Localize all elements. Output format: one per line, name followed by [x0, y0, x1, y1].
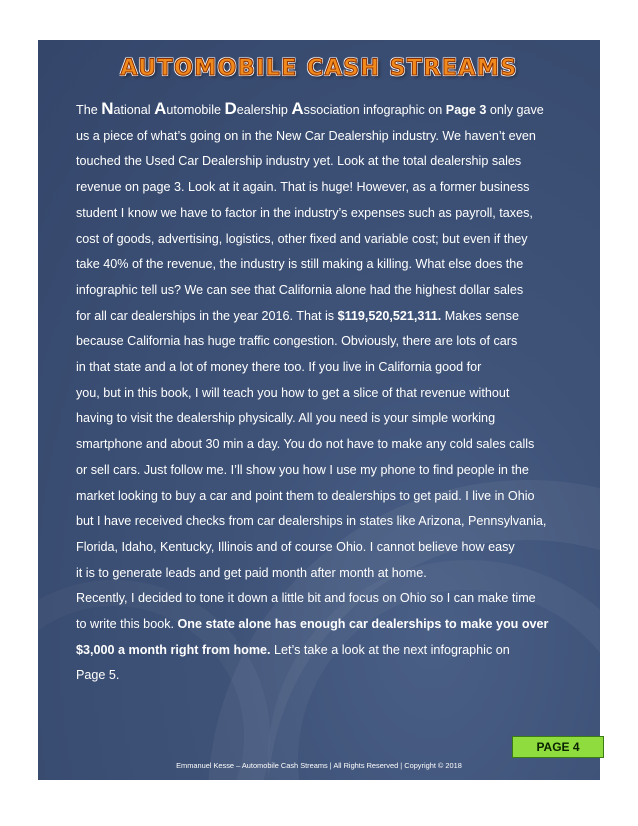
bold-segment: One state alone has enough car dealerships to make you over: [177, 617, 549, 632]
text-line-18: Florida, Idaho, Kentucky, Illinois and of course Ohio. I cannot believe how easy: [76, 539, 515, 554]
text-segment: for all car dealerships in the year 2016. That is: [76, 308, 338, 323]
text-segment: to write this book.: [76, 617, 178, 632]
text-line-12: you, but in this book, I will teach you how to get a slice of that revenue without: [76, 385, 510, 400]
text-line-16: market looking to buy a car and point them to dealerships to get paid. I live in Ohio: [76, 488, 535, 503]
text-line-17: but I have received checks from car dealerships in states like Arizona, Pennsylvania,: [76, 514, 547, 529]
text-line-6: cost of goods, advertising, logistics, other fixed and variable cost; but even if they: [76, 231, 528, 246]
text-segment: The: [76, 103, 102, 117]
text-line-5: student I know we have to factor in the industry’s expenses such as payroll, taxes,: [76, 205, 533, 220]
bold-segment: $119,520,521,311.: [337, 308, 442, 323]
page-title: AUTOMOBILE CASH STREAMS: [120, 56, 518, 81]
text-line-3: touched the Used Car Dealership industry yet. Look at the total dealership sales: [76, 154, 522, 169]
text-line-13: having to visit the dealership physically. All you need is your simple working: [76, 411, 496, 426]
text-line-22: [76, 638, 596, 664]
bold-segment: Page 3: [445, 103, 487, 117]
bold-segment: $3,000 a month right from home.: [76, 642, 271, 657]
text-line-4: revenue on page 3. Look at it again. That is huge! However, as a former business: [76, 180, 530, 195]
text-line-1: [76, 96, 596, 124]
initial-letter: A: [291, 99, 304, 118]
text-segment: Makes sense: [441, 308, 519, 323]
text-line-14: smartphone and about 30 min a day. You do not have to make any cold sales calls: [76, 437, 535, 452]
text-line-9: [76, 304, 596, 330]
text-line-7: take 40% of the revenue, the industry is still making a killing. What else does the: [76, 257, 524, 272]
text-line-20: Recently, I decided to tone it down a little bit and focus on Ohio so I can make time: [76, 591, 536, 606]
text-line-8: infographic tell us? We can see that California alone had the highest dollar sales: [76, 282, 524, 297]
initial-letter: A: [154, 99, 167, 118]
text-segment: ational: [113, 103, 155, 117]
text-line-21: [76, 612, 596, 638]
text-segment: utomobile: [166, 103, 225, 117]
page-number-badge: PAGE 4: [512, 736, 604, 758]
text-line-11: in that state and a lot of money there too. If you live in California good for: [76, 360, 482, 375]
text-line-19: it is to generate leads and get paid month after month at home.: [76, 565, 427, 580]
text-line-23: Page 5.: [76, 668, 120, 683]
text-segment: Let’s take a look at the next infographic on: [270, 642, 510, 657]
body-paragraph: [76, 96, 596, 689]
initial-letter: N: [101, 99, 114, 118]
text-segment: ssociation infographic on: [303, 103, 446, 117]
text-line-10: because California has huge traffic congestion. Obviously, there are lots of cars: [76, 334, 518, 349]
text-segment: only gave: [486, 103, 544, 117]
initial-letter: D: [224, 99, 237, 118]
text-line-15: or sell cars. Just follow me. I’ll show you how I use my phone to find people in the: [76, 462, 529, 477]
text-segment: ealership: [236, 103, 292, 117]
footer-copyright: Emmanuel Kesse – Automobile Cash Streams | All Rights Reserved | Copyright © 2018: [176, 761, 462, 770]
text-line-2: us a piece of what’s going on in the New Car Dealership industry. We haven’t even: [76, 128, 536, 143]
